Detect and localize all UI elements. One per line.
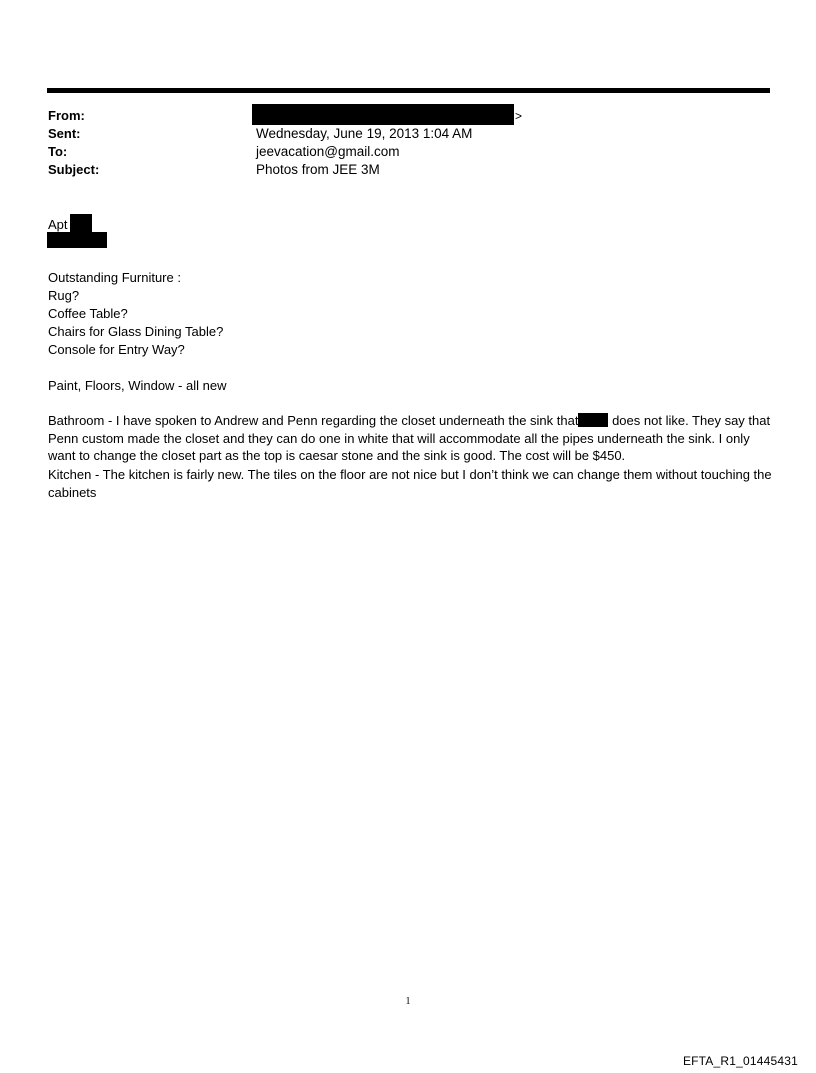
sent-value: Wednesday, June 19, 2013 1:04 AM — [256, 126, 473, 141]
header-divider — [47, 88, 770, 93]
kitchen-paragraph: Kitchen - The kitchen is fairly new. The tiles on the floor are not nice but I don’t think we can change them without touching the cabinets — [48, 467, 772, 500]
bathroom-text-before: Bathroom - I have spoken to Andrew and Penn regarding the closet underneath the sink that — [48, 413, 579, 428]
list-item: Console for Entry Way? — [48, 342, 185, 357]
furniture-heading: Outstanding Furniture : — [48, 270, 181, 285]
to-label: To: — [48, 144, 68, 159]
from-value-tail: > — [515, 109, 523, 123]
list-item: Rug? — [48, 288, 80, 303]
page-number: 1 — [405, 996, 411, 1007]
list-item: Chairs for Glass Dining Table? — [48, 324, 224, 339]
to-value: jeevacation@gmail.com — [256, 144, 400, 159]
list-item: Coffee Table? — [48, 306, 128, 321]
apt-prefix: Apt — [48, 217, 68, 232]
subject-value: Photos from JEE 3M — [256, 162, 380, 177]
subject-label: Subject: — [48, 162, 100, 177]
sent-label: Sent: — [48, 126, 81, 141]
bathroom-paragraph — [48, 412, 776, 465]
redaction-block-name — [578, 413, 608, 427]
bathroom-text-after: does not like. They say that Penn custom made the closet and they can do one in white that will accommodate all the pipes underneath the sink. I only want to change the closet part as the top is caesar stone and the sink is good. The cost will be $450. — [48, 413, 771, 463]
bates-number: EFTA_R1_01445431 — [682, 1054, 798, 1068]
paint-line: Paint, Floors, Window - all new — [48, 378, 227, 393]
redaction-block-from — [252, 104, 514, 125]
redaction-block-apt-line2 — [47, 232, 107, 248]
from-label: From: — [48, 108, 85, 123]
redaction-block-apt-number — [70, 214, 92, 233]
